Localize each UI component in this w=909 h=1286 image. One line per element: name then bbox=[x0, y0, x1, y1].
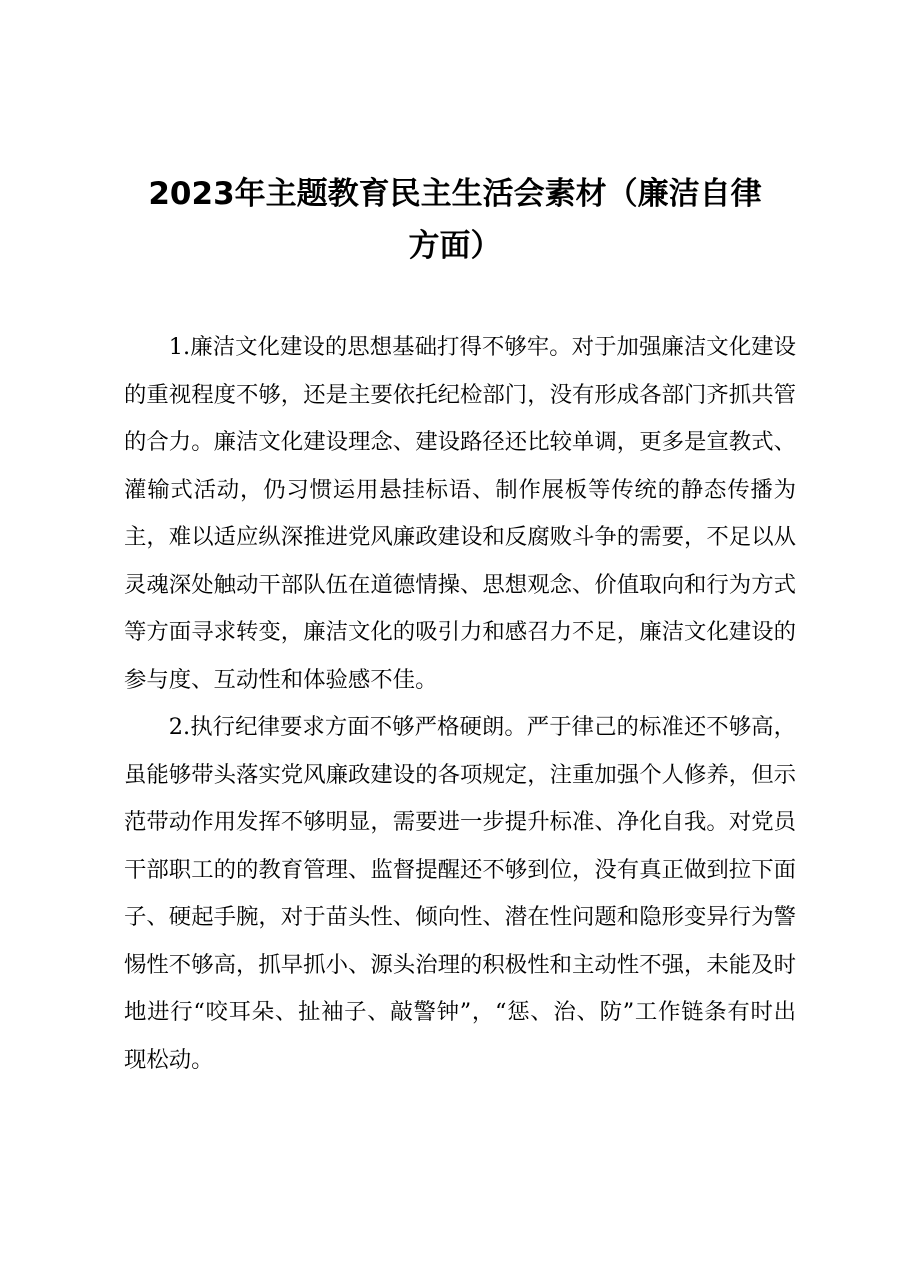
paragraph-2: 2.执行纪律要求方面不够严格硬朗。严于律己的标准还不够高，虽能够带头落实党风廉政建设的各项规定，注重加强个人修养，但示范带动作用发挥不够明显，需要进一步提升标准、净化自我。对党员干部职工的的教育管理、监督提醒还不够到位，没有真正做到拉下面子、硬起手腕，对于苗头性、倾向性、潜在性问题和隐形变异行为警惕性不够高，抓早抓小、源头治理的积极性和主动性不强，未能及时地进行“咬耳朵、扯袖子、敲警钟”，“惩、治、防”工作链条有时出现松动。 bbox=[124, 714, 796, 1073]
paragraph-1: 1.廉洁文化建设的思想基础打得不够牢。对于加强廉洁文化建设的重视程度不够，还是主要依托纪检部门，没有形成各部门齐抓共管的合力。廉洁文化建设理念、建设路径还比较单调，更多是宣教式、灌输式活动，仍习惯运用悬挂标语、制作展板等传统的静态传播为主，难以适应纵深推进党风廉政建设和反腐败斗争的需要，不足以从灵魂深处触动干部队伍在道德情操、思想观念、价值取向和行为方式等方面寻求转变，廉洁文化的吸引力和感召力不足，廉洁文化建设的参与度、互动性和体验感不佳。 bbox=[124, 334, 796, 693]
document-title bbox=[100, 168, 810, 272]
title-line-2: 方面） bbox=[408, 228, 502, 264]
document-body bbox=[124, 324, 796, 1084]
title-line-1: 2023年主题教育民主生活会素材（廉洁自律 bbox=[148, 176, 762, 212]
